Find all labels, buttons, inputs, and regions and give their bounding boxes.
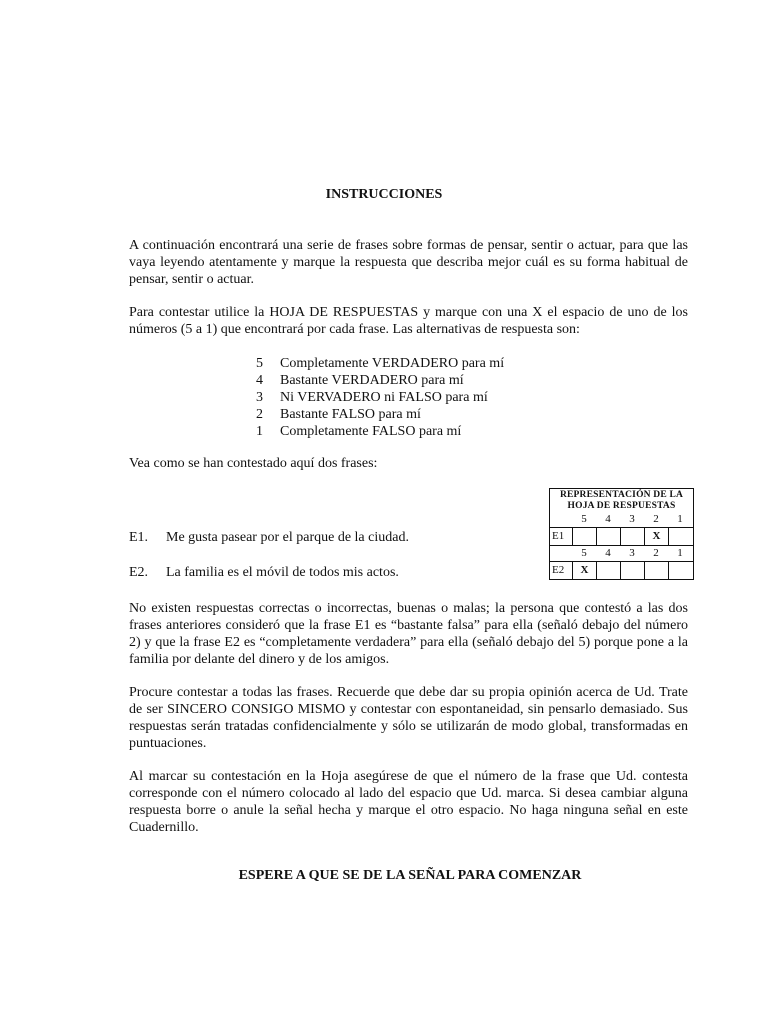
answer-box: X [644, 528, 668, 545]
start-notice: ESPERE A QUE SE DE LA SEÑAL PARA COMENZAR [238, 868, 582, 883]
response-option: 5 Completamente VERDADERO para mí [256, 356, 505, 371]
response-option: 2 Bastante FALSO para mí [256, 407, 421, 422]
answer-box [572, 528, 596, 545]
answer-instructions-paragraph: Para contestar utilice la HOJA DE RESPUESTAS y marque con una X el espacio de uno de los números (5 a 1) que encontrará por cada frase. Las alternativas de respuesta son: [129, 305, 688, 337]
examples-intro: Vea como se han contestado aquí dos frases: [129, 456, 378, 471]
answer-sheet-heading: REPRESENTACIÓN DE LA HOJA DE RESPUESTAS [559, 490, 684, 511]
answer-box [620, 562, 644, 579]
answer-box [644, 562, 668, 579]
page-title: INSTRUCCIONES [325, 187, 443, 202]
scale-numbers: 5 4 3 2 1 [550, 545, 693, 561]
example-e2: E2. La familia es el móvil de todos mis actos. [129, 565, 399, 580]
intro-paragraph: A continuación encontrará una serie de frases sobre formas de pensar, sentir o actuar, para que las vaya leyendo atentamente y marque la respuesta que describa mejor cuál es su forma habitual de pensar, sentir o actuar. [129, 238, 688, 287]
advice-paragraph: Procure contestar a todas las frases. Recuerde que debe dar su propia opinión acerca de Ud. Trate de ser SINCERO CONSIGO MISMO y contestar con espontaneidad, sin pensarlo demasiado. Sus respuestas serán tratadas confidencialmente y sólo se utilizarán de modo global, transformadas en puntuaciones. [129, 685, 688, 751]
marking-paragraph: Al marcar su contestación en la Hoja asegúrese de que el número de la frase que Ud. contesta corresponde con el número colocado al lado del espacio que Ud. marca. Si desea cambiar alguna respuesta borre o anule la señal hecha y marque el otro espacio. No haga ninguna señal en este Cuadernillo. [129, 769, 688, 835]
answer-sheet-sample [549, 488, 694, 580]
answer-box [596, 528, 620, 545]
response-options-list [256, 355, 504, 440]
answer-box [668, 528, 692, 545]
response-option: 4 Bastante VERDADERO para mí [256, 373, 464, 388]
answer-box [596, 562, 620, 579]
explanation-paragraph: No existen respuestas correctas o incorrectas, buenas o malas; la persona que contestó a las dos frases anteriores consideró que la frase E1 es “bastante falsa” para ella (señaló debajo del número 2) y que la frase E2 es “completamente verdadera” para ella (señaló debajo del 5) porque pone a la familia por delante del dinero y de los amigos. [129, 601, 688, 667]
response-option: 1 Completamente FALSO para mí [256, 424, 462, 439]
answer-row-e1: E1 X [550, 527, 693, 545]
answer-row-e2: E2 X [550, 561, 693, 579]
answer-box: X [572, 562, 596, 579]
response-option: 3 Ni VERVADERO ni FALSO para mí [256, 390, 488, 405]
answer-box [620, 528, 644, 545]
answer-box [668, 562, 692, 579]
example-e1: E1. Me gusta pasear por el parque de la ciudad. [129, 530, 409, 545]
scale-numbers: 5 4 3 2 1 [581, 513, 683, 525]
